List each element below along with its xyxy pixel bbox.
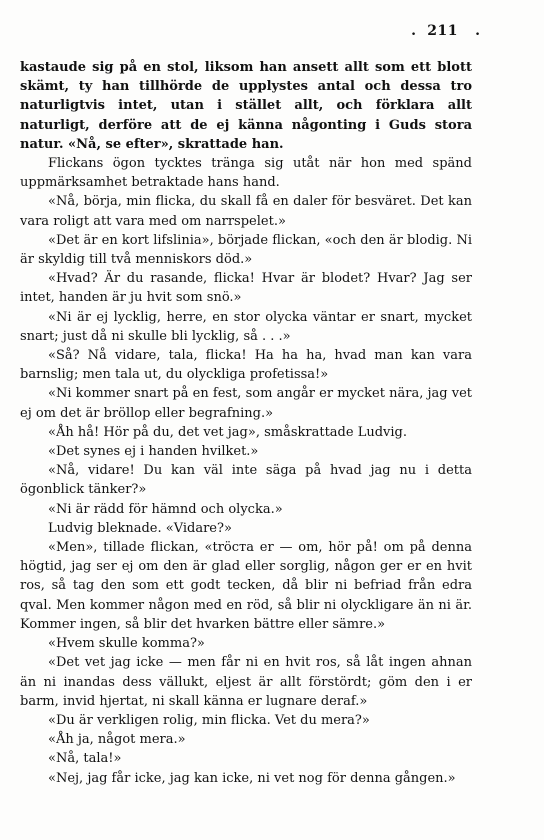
paragraph: «Ni är ej lycklig, herre, en stor olycka väntar er snart, mycket snart; just då ni skulle bli lycklig, så . . .» (20, 309, 472, 344)
paragraph: «Nå, börja, min flicka, du skall få en daler för besväret. Det kan vara roligt att vara med om narrspelet.» (20, 194, 472, 229)
paragraph: «Så? Nå vidare, tala, flicka! Ha ha ha, hvad man kan vara barnslig; men tala ut, du olyckliga profetissa!» (20, 348, 472, 383)
page-number: 211 (427, 23, 458, 39)
paragraph: «Åh ja, något mera.» (48, 732, 186, 748)
paragraph: «Nej, jag får icke, jag kan icke, ni vet nog för denna gången.» (48, 770, 456, 786)
paragraph: «Ni är rädd för hämnd och olycka.» (48, 501, 283, 517)
paragraph: «Åh hå! Hör på du, det vet jag», småskrattade Ludvig. (48, 424, 407, 440)
paragraph: «Nå, vidare! Du kan väl inte säga på hvad jag nu i detta ögonblick tänker?» (20, 463, 472, 498)
paragraph: Ludvig bleknade. «Vidare?» (48, 520, 232, 536)
paragraph: «Det är en kort lifslinia», började flickan, «och den är blodig. Ni är skyldig till två menniskors död.» (20, 232, 472, 268)
paragraph: «Hvad? Är du rasande, flicka! Hvar är blodet? Hvar? Jag ser intet, handen är ju hvit som snö.» (20, 271, 472, 306)
paragraph: «Det synes ej i handen hvilket.» (48, 444, 259, 460)
paragraph: Flickans ögon tycktes tränga sig utåt när hon med spänd uppmärksamhet betraktade hans hand. (20, 156, 472, 191)
paragraph: kastaude sig på en stol, liksom han ansett allt som ett blott skämt, ty han tillhörde de upplystes antal och dessa tro naturligtvis intet, utan i stället allt, och förklara allt naturligt, derföre att de ej känna någonting i Guds stora natur. «Nå, se efter», skrattade han. (20, 60, 472, 152)
body-text (20, 58, 472, 788)
page-header-dot-right: . (475, 23, 480, 39)
page-header-dot-left: . (411, 23, 416, 39)
paragraph: «Ni kommer snart på en fest, som angår er mycket nära, jag vet ej om det är bröllop eller begrafning.» (20, 386, 472, 421)
paragraph: «Men», tillade flickan, «tröста er — om, hör på! om på denna högtid, jag ser ej om den är glad eller sorglig, någon ger er en hvit ros, så tag den som ett godt tecken, då blir ni befriad från edra qval. Men kommer någon med en röd, så blir ni olyckligare än ni är. Kommer ingen, så blir det hvarken bättre eller sämre.» (20, 540, 472, 632)
paragraph: «Du är verkligen rolig, min flicka. Vet du mera?» (48, 712, 370, 728)
paragraph: «Nå, tala!» (48, 751, 122, 767)
paragraph: «Hvem skulle komma?» (48, 636, 205, 652)
paragraph: «Det vet jag icke — men får ni en hvit ros, så låt ingen ahnan än ni inandas dess vällukt, eljest är allt förstördt; göm den i er barm, invid hjertat, ni skall känna er lugnare deraf.» (20, 655, 472, 709)
